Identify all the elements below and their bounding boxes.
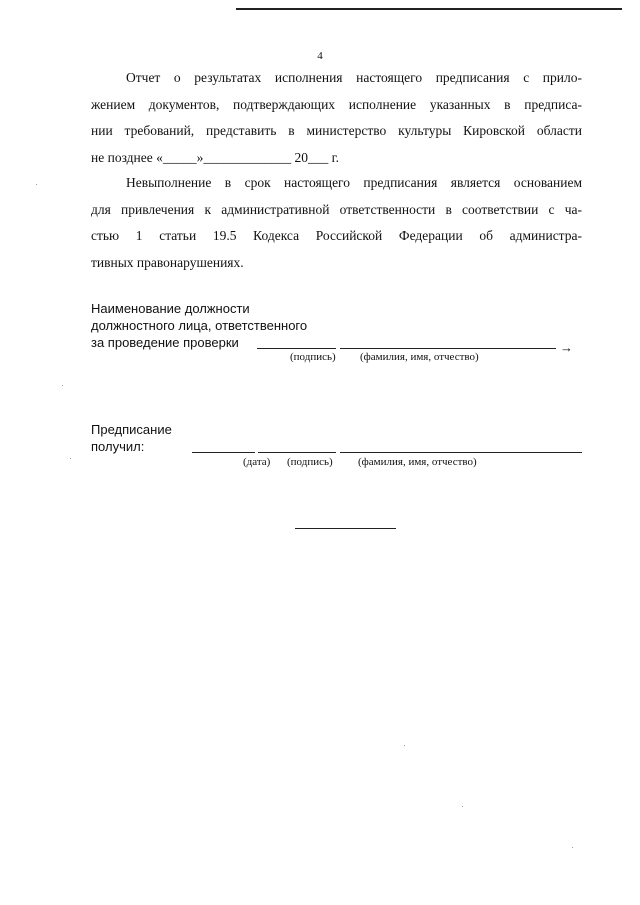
recipient-date-line bbox=[192, 452, 255, 453]
label-line: получил: bbox=[91, 439, 145, 454]
top-scan-line bbox=[236, 8, 622, 10]
end-separator bbox=[295, 528, 396, 529]
recipient-label bbox=[91, 421, 172, 455]
label-line: Наименование должности bbox=[91, 301, 250, 316]
scan-speck bbox=[70, 458, 71, 459]
recipient-name-line bbox=[340, 452, 582, 453]
deadline-line: не позднее «_____»_____________ 20___ г. bbox=[91, 149, 339, 165]
page-number: 4 bbox=[317, 50, 323, 62]
label-line: за проведение проверки bbox=[91, 335, 239, 350]
paragraph-line: для привлечения к административной ответственности в соответствии с ча- bbox=[91, 201, 582, 217]
date-caption: (дата) bbox=[243, 456, 271, 468]
inspector-name-line bbox=[340, 348, 556, 349]
paragraph-line: нии требований, представить в министерство культуры Кировской области bbox=[91, 123, 582, 138]
signature-caption: (подпись) bbox=[290, 351, 336, 363]
scan-speck bbox=[572, 847, 573, 848]
liability-paragraph bbox=[91, 170, 582, 276]
scan-speck bbox=[462, 806, 463, 807]
inspector-signature-line bbox=[257, 348, 336, 349]
paragraph-line: стью 1 статьи 19.5 Кодекса Российской Федерации об администра- bbox=[91, 228, 582, 243]
recipient-signature-line bbox=[258, 452, 336, 453]
report-paragraph bbox=[91, 65, 582, 171]
paragraph-line: Невыполнение в срок настоящего предписания является основанием bbox=[126, 175, 582, 190]
label-line: должностного лица, ответственного bbox=[91, 318, 308, 333]
name-caption: (фамилия, имя, отчество) bbox=[360, 351, 479, 363]
signature-caption: (подпись) bbox=[287, 456, 333, 468]
label-line: Предписание bbox=[91, 422, 172, 437]
paragraph-line: Отчет о результатах исполнения настоящего предписания с прило- bbox=[126, 70, 582, 85]
scan-speck bbox=[62, 385, 63, 386]
inspector-position-label bbox=[91, 300, 307, 351]
paragraph-line: жением документов, подтверждающих исполнение указанных в предписа- bbox=[91, 96, 582, 112]
scan-speck bbox=[404, 745, 405, 746]
paragraph-line: тивных правонарушениях. bbox=[91, 254, 244, 270]
arrow-mark-icon: → bbox=[560, 340, 573, 355]
name-caption: (фамилия, имя, отчество) bbox=[358, 456, 477, 468]
scan-speck bbox=[36, 184, 37, 185]
